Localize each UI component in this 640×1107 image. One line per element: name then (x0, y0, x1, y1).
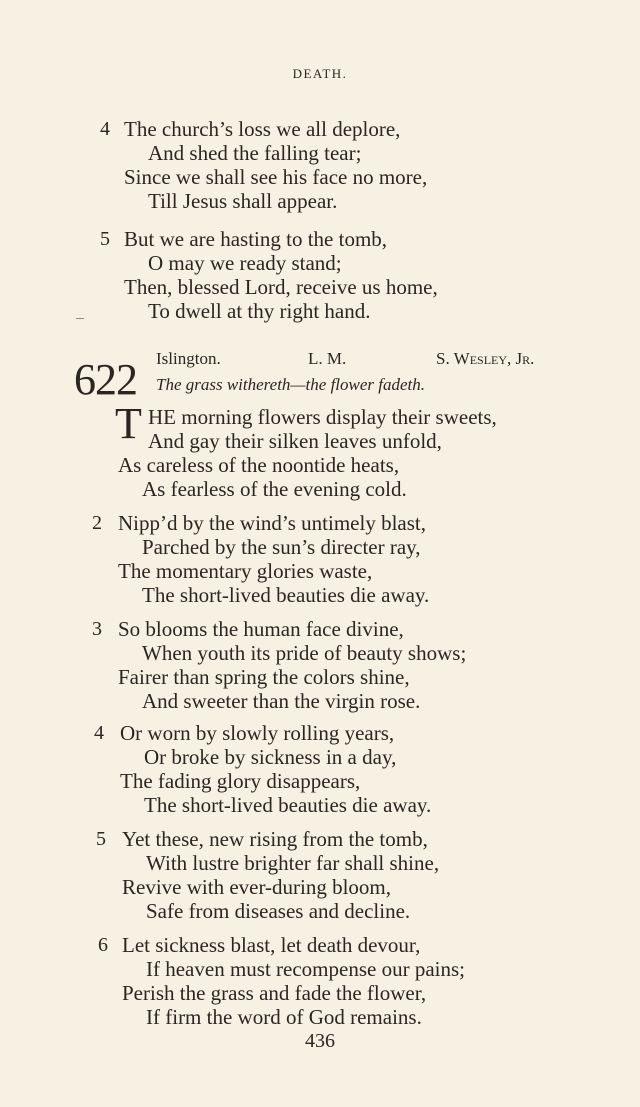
verse-line: The church’s loss we all deplore, (124, 117, 401, 141)
verse-line: And gay their silken leaves unfold, (148, 429, 442, 453)
verse-line: As fearless of the evening cold. (142, 477, 407, 501)
hymn-number: 622 (74, 355, 137, 404)
verse-line: Yet these, new rising from the tomb, (122, 827, 428, 851)
verse-line: Till Jesus shall appear. (148, 189, 338, 213)
verse-line: To dwell at thy right hand. (148, 299, 371, 323)
author: S. Wesley, Jr. (436, 349, 535, 368)
verse-line: The short-lived beauties die away. (144, 793, 432, 817)
verse-line: Safe from diseases and decline. (146, 899, 411, 923)
margin-mark (76, 318, 84, 319)
verse-line: Let sickness blast, let death devour, (122, 933, 421, 957)
verse-line: When youth its pride of beauty shows; (142, 641, 467, 665)
verse-number: 4 (94, 722, 104, 744)
verse-line: Or broke by sickness in a day, (144, 745, 397, 769)
verse-line: Or worn by slowly rolling years, (120, 721, 395, 745)
verse-line: Perish the grass and fade the flower, (122, 981, 427, 1005)
verse-line: HE morning flowers display their sweets, (148, 405, 497, 429)
verse-line: But we are hasting to the tomb, (124, 227, 388, 251)
page-header: DEATH. (292, 66, 348, 81)
verse-line: Nipp’d by the wind’s untimely blast, (118, 511, 426, 535)
verse-line: If heaven must recompense our pains; (146, 957, 465, 981)
verse-line: If firm the word of God remains. (146, 1005, 422, 1029)
verse-line: With lustre brighter far shall shine, (146, 851, 440, 875)
verse-line: So blooms the human face divine, (118, 617, 404, 641)
verse-number: 5 (96, 828, 106, 850)
verse-number: 2 (92, 512, 102, 534)
verse-number: 3 (92, 618, 102, 640)
verse-number: 6 (98, 934, 108, 956)
verse-line: Fairer than spring the colors shine, (118, 665, 410, 689)
verse-line: The fading glory disappears, (120, 769, 361, 793)
verse-number: 5 (100, 228, 110, 250)
verse-line: And shed the falling tear; (148, 141, 362, 165)
meter: L. M. (308, 349, 347, 368)
verse-line: Then, blessed Lord, receive us home, (124, 275, 438, 299)
verse-number: 4 (100, 118, 110, 140)
tune-name: Islington. (156, 349, 221, 368)
drop-cap: T (115, 399, 142, 448)
verse-line: The momentary glories waste, (118, 559, 373, 583)
verse-line: And sweeter than the virgin rose. (142, 689, 421, 713)
verse-line: Since we shall see his face no more, (124, 165, 428, 189)
verse-line: The short-lived beauties die away. (142, 583, 430, 607)
page-number: 436 (305, 1030, 335, 1052)
verse-line: As careless of the noontide heats, (118, 453, 400, 477)
verse-line: O may we ready stand; (148, 251, 342, 275)
verse-line: Revive with ever-during bloom, (122, 875, 392, 899)
hymn-subtitle: The grass withereth—the flower fadeth. (156, 375, 426, 394)
verse-line: Parched by the sun’s directer ray, (142, 535, 421, 559)
